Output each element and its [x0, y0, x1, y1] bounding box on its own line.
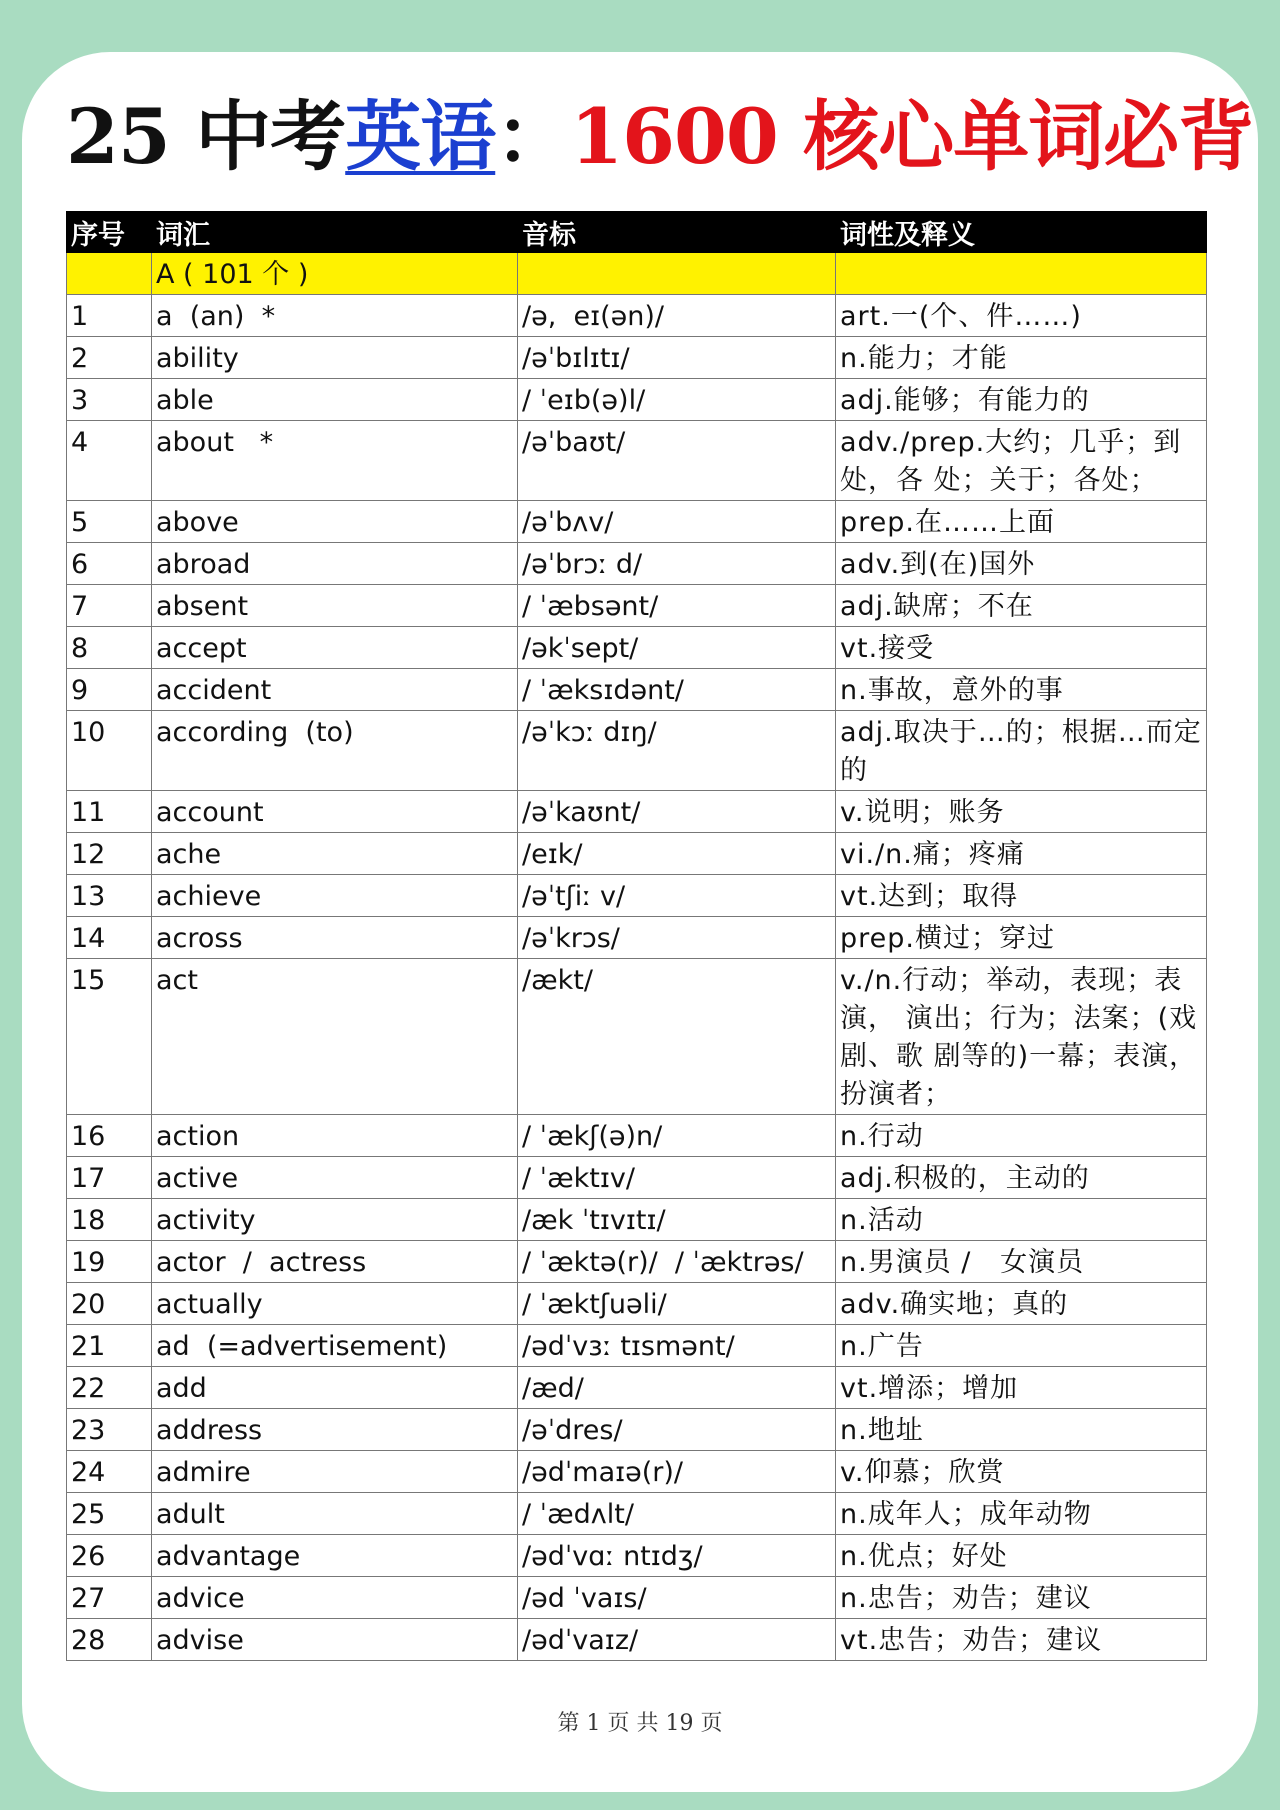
cell-word: above [152, 501, 518, 543]
cell-phonetic: /eɪk/ [518, 833, 836, 875]
cell-word: ache [152, 833, 518, 875]
cell-meaning: vt.接受 [836, 627, 1207, 669]
section-label: A ( 101 个 ) [152, 253, 518, 295]
cell-phonetic: /əˈbʌv/ [518, 501, 836, 543]
cell-phonetic: /æk ˈtɪvɪtɪ/ [518, 1199, 836, 1241]
page-footer: 第 1 页 共 19 页 [557, 1711, 723, 1736]
table-row [67, 1115, 1207, 1157]
cell-meaning: adj.能够；有能力的 [836, 379, 1207, 421]
cell-number: 16 [67, 1115, 152, 1157]
section-empty-cell [518, 253, 836, 295]
cell-phonetic: /ə, eɪ(ən)/ [518, 295, 836, 337]
cell-phonetic: / ˈæktʃuəli/ [518, 1283, 836, 1325]
table-row [67, 959, 1207, 1115]
cell-word: admire [152, 1451, 518, 1493]
cell-number: 5 [67, 501, 152, 543]
table-row [67, 833, 1207, 875]
cell-meaning: vt.增添；增加 [836, 1367, 1207, 1409]
cell-number: 17 [67, 1157, 152, 1199]
section-row [67, 253, 1207, 295]
cell-phonetic: /ækt/ [518, 959, 836, 1115]
cell-number: 18 [67, 1199, 152, 1241]
cell-meaning: adv.到(在)国外 [836, 543, 1207, 585]
cell-number: 20 [67, 1283, 152, 1325]
table-row [67, 585, 1207, 627]
table-row [67, 337, 1207, 379]
cell-meaning: v.仰慕；欣赏 [836, 1451, 1207, 1493]
cell-meaning: prep.在……上面 [836, 501, 1207, 543]
title-colon: ： [495, 92, 571, 181]
cell-word: according (to) [152, 711, 518, 791]
cell-phonetic: /əˈkrɔs/ [518, 917, 836, 959]
cell-meaning: adj.缺席；不在 [836, 585, 1207, 627]
cell-number: 14 [67, 917, 152, 959]
cell-number: 26 [67, 1535, 152, 1577]
cell-meaning: adv.确实地；真的 [836, 1283, 1207, 1325]
table-row [67, 1451, 1207, 1493]
cell-phonetic: / ˈækʃ(ə)n/ [518, 1115, 836, 1157]
table-row [67, 1577, 1207, 1619]
table-row [67, 295, 1207, 337]
table-row [67, 1325, 1207, 1367]
cell-word: absent [152, 585, 518, 627]
cell-meaning: vt.达到；取得 [836, 875, 1207, 917]
table-row [67, 1535, 1207, 1577]
section-empty-cell [836, 253, 1207, 295]
cell-word: account [152, 791, 518, 833]
cell-phonetic: /əˈkɔː dɪŋ/ [518, 711, 836, 791]
table-row [67, 711, 1207, 791]
cell-word: ad (=advertisement) [152, 1325, 518, 1367]
cell-number: 15 [67, 959, 152, 1115]
cell-number: 3 [67, 379, 152, 421]
cell-meaning: n.优点；好处 [836, 1535, 1207, 1577]
cell-word: accident [152, 669, 518, 711]
cell-number: 7 [67, 585, 152, 627]
cell-word: accept [152, 627, 518, 669]
cell-word: address [152, 1409, 518, 1451]
cell-meaning: v./n.行动；举动，表现；表演， 演出；行为；法案；(戏剧、歌 剧等的)一幕；表演，扮演者； [836, 959, 1207, 1115]
table-row [67, 1619, 1207, 1661]
cell-phonetic: / ˈæksɪdənt/ [518, 669, 836, 711]
cell-meaning: vi./n.痛；疼痛 [836, 833, 1207, 875]
table-row [67, 1283, 1207, 1325]
header-word: 词汇 [152, 212, 518, 253]
cell-phonetic: /ədˈmaɪə(r)/ [518, 1451, 836, 1493]
cell-number: 13 [67, 875, 152, 917]
cell-word: across [152, 917, 518, 959]
cell-word: advise [152, 1619, 518, 1661]
vocab-table [66, 211, 1207, 1661]
cell-meaning: adv./prep.大约；几乎；到处，各 处；关于；各处； [836, 421, 1207, 501]
cell-number: 4 [67, 421, 152, 501]
table-header-row [67, 212, 1207, 253]
cell-meaning: n.忠告；劝告；建议 [836, 1577, 1207, 1619]
cell-meaning: adj.积极的，主动的 [836, 1157, 1207, 1199]
table-row [67, 1409, 1207, 1451]
cell-meaning: n.地址 [836, 1409, 1207, 1451]
cell-meaning: n.行动 [836, 1115, 1207, 1157]
cell-meaning: n.成年人；成年动物 [836, 1493, 1207, 1535]
cell-meaning: prep.横过；穿过 [836, 917, 1207, 959]
cell-number: 11 [67, 791, 152, 833]
header-meaning: 词性及释义 [836, 212, 1207, 253]
cell-phonetic: /əˈtʃiː v/ [518, 875, 836, 917]
header-number: 序号 [67, 212, 152, 253]
cell-number: 25 [67, 1493, 152, 1535]
cell-meaning: v.说明；账务 [836, 791, 1207, 833]
table-row [67, 1493, 1207, 1535]
cell-phonetic: /əˈbaʊt/ [518, 421, 836, 501]
cell-word: about * [152, 421, 518, 501]
cell-phonetic: /ədˈvɜː tɪsmənt/ [518, 1325, 836, 1367]
cell-phonetic: /əkˈsept/ [518, 627, 836, 669]
cell-word: activity [152, 1199, 518, 1241]
cell-number: 9 [67, 669, 152, 711]
cell-phonetic: / ˈædʌlt/ [518, 1493, 836, 1535]
cell-word: abroad [152, 543, 518, 585]
cell-number: 6 [67, 543, 152, 585]
cell-meaning: adj.取决于…的；根据…而定的 [836, 711, 1207, 791]
cell-meaning: n.能力；才能 [836, 337, 1207, 379]
cell-phonetic: /əd ˈvaɪs/ [518, 1577, 836, 1619]
table-row [67, 627, 1207, 669]
cell-phonetic: /æd/ [518, 1367, 836, 1409]
cell-meaning: vt.忠告；劝告；建议 [836, 1619, 1207, 1661]
cell-word: active [152, 1157, 518, 1199]
table-row [67, 379, 1207, 421]
table-row [67, 543, 1207, 585]
cell-word: act [152, 959, 518, 1115]
table-row [67, 1241, 1207, 1283]
title-headline: 1600 核心单词必背 [570, 92, 1254, 181]
cell-number: 2 [67, 337, 152, 379]
cell-number: 23 [67, 1409, 152, 1451]
cell-phonetic: / ˈæbsənt/ [518, 585, 836, 627]
cell-meaning: n.广告 [836, 1325, 1207, 1367]
table-row [67, 875, 1207, 917]
cell-number: 1 [67, 295, 152, 337]
cell-phonetic: /əˈkaʊnt/ [518, 791, 836, 833]
cell-number: 28 [67, 1619, 152, 1661]
table-row [67, 917, 1207, 959]
cell-meaning: n.男演员 / 女演员 [836, 1241, 1207, 1283]
table-row [67, 791, 1207, 833]
cell-number: 10 [67, 711, 152, 791]
table-row [67, 421, 1207, 501]
cell-phonetic: / ˈeɪb(ə)l/ [518, 379, 836, 421]
title-grade: 25 中考 [66, 92, 346, 181]
cell-number: 24 [67, 1451, 152, 1493]
cell-number: 22 [67, 1367, 152, 1409]
table-row [67, 669, 1207, 711]
table-row [67, 1157, 1207, 1199]
cell-word: actor / actress [152, 1241, 518, 1283]
cell-meaning: art.一(个、件……) [836, 295, 1207, 337]
table-row [67, 1367, 1207, 1409]
cell-phonetic: / ˈæktɪv/ [518, 1157, 836, 1199]
cell-word: a (an) * [152, 295, 518, 337]
table-row [67, 1199, 1207, 1241]
cell-phonetic: /ədˈvɑː ntɪdʒ/ [518, 1535, 836, 1577]
cell-word: achieve [152, 875, 518, 917]
cell-number: 8 [67, 627, 152, 669]
cell-meaning: n.事故，意外的事 [836, 669, 1207, 711]
cell-phonetic: /əˈbrɔː d/ [518, 543, 836, 585]
cell-number: 19 [67, 1241, 152, 1283]
title-subject: 英语 [345, 92, 496, 181]
cell-word: actually [152, 1283, 518, 1325]
header-phonetic: 音标 [518, 212, 836, 253]
cell-word: advice [152, 1577, 518, 1619]
cell-number: 12 [67, 833, 152, 875]
cell-phonetic: /əˈdres/ [518, 1409, 836, 1451]
cell-phonetic: / ˈæktə(r)/ / ˈæktrəs/ [518, 1241, 836, 1283]
cell-number: 27 [67, 1577, 152, 1619]
table-row [67, 501, 1207, 543]
cell-word: ability [152, 337, 518, 379]
cell-word: add [152, 1367, 518, 1409]
cell-word: action [152, 1115, 518, 1157]
page-title [66, 82, 1253, 192]
cell-phonetic: /ədˈvaɪz/ [518, 1619, 836, 1661]
cell-word: advantage [152, 1535, 518, 1577]
cell-word: adult [152, 1493, 518, 1535]
section-empty-cell [67, 253, 152, 295]
cell-number: 21 [67, 1325, 152, 1367]
cell-phonetic: /əˈbɪlɪtɪ/ [518, 337, 836, 379]
cell-meaning: n.活动 [836, 1199, 1207, 1241]
cell-word: able [152, 379, 518, 421]
